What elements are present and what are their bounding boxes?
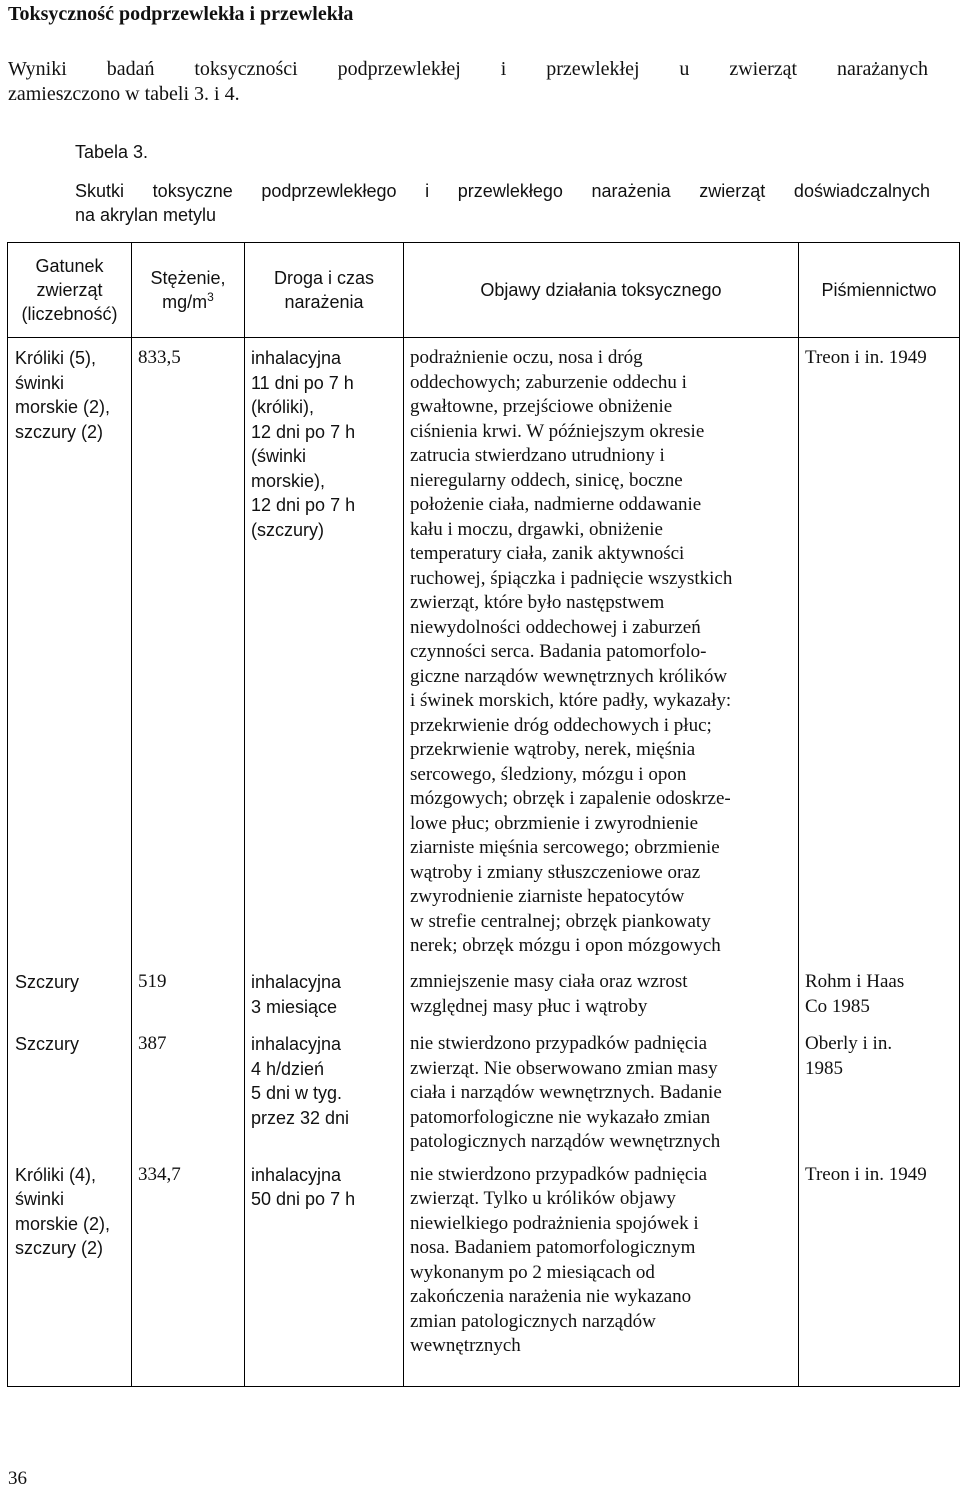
cell-route: inhalacyjna 4 h/dzień 5 dni w tyg. przez 32 dni [245, 1024, 404, 1155]
cell-route: inhalacyjna 50 dni po 7 h [245, 1155, 404, 1387]
table-header-row [8, 243, 960, 338]
cell-route: inhalacyjna 3 miesiące [245, 962, 404, 1024]
cell-concentration: 519 [132, 962, 245, 1024]
table-row [8, 338, 960, 963]
cell-references: Rohm i Haas Co 1985 [799, 962, 960, 1024]
header-species: Gatunek zwierząt (liczebność) [8, 243, 132, 338]
table-row [8, 1155, 960, 1387]
cell-effects: nie stwierdzono przypadków padnięcia zwierząt. Nie obserwowano zmian masy ciała i narządów wewnętrznych. Badanie patomorfologiczne nie wykazało zmian patologicznych narządów wewnętrznych [404, 1024, 799, 1155]
cell-references: Treon i in. 1949 [799, 1155, 960, 1387]
intro-line-1: Wyniki badań toksyczności podprzewlekłej i przewlekłej u zwierząt narażanych [8, 58, 928, 80]
intro-line-2: zamieszczono w tabeli 3. i 4. [8, 83, 240, 105]
cell-concentration: 833,5 [132, 338, 245, 963]
cell-references: Oberly i in. 1985 [799, 1024, 960, 1155]
cell-effects: zmniejszenie masy ciała oraz wzrost względnej masy płuc i wątroby [404, 962, 799, 1024]
cell-references: Treon i in. 1949 [799, 338, 960, 963]
header-effects: Objawy działania toksycznego [404, 243, 799, 338]
table-row [8, 962, 960, 1024]
cell-effects: podrażnienie oczu, nosa i dróg oddechowych; zaburzenie oddechu i gwałtowne, przejściowe obniżenie ciśnienia krwi. W późniejszym okresie zatrucia stwierdzano utrudniony i nieregularny oddech, sinicę, boczne położenie ciała, nadmierne oddawanie kału i moczu, drgawki, obniżenie temperatury ciała, zanik aktywności ruchowej, śpiączka i padnięcie wszystkich zwierząt, które było następstwem niewydolności oddechowej i zaburzeń czynności serca. Badania patomorfolo- giczne narządów wewnętrznych królików i świnek morskich, które padły, wykazały: przekrwienie dróg oddechowych i płuc; przekrwienie wątroby, nerek, mięśnia sercowego, śledziony, mózgu i opon mózgowych; obrzęk i zapalenie odoskrze- lowe płuc; obrzmienie i zwyrodnienie ziarniste mięśnia sercowego; obrzmienie wątroby i zmiany stłuszczeniowe oraz zwyrodnienie ziarniste hepatocytów w strefie centralnej; obrzęk piankowaty nerek; obrzęk mózgu i opon mózgowych [404, 338, 799, 963]
cell-route: inhalacyjna 11 dni po 7 h (króliki), 12 dni po 7 h (świnki morskie), 12 dni po 7 h (szczury) [245, 338, 404, 963]
header-route: Droga i czas narażenia [245, 243, 404, 338]
caption-line-2: na akrylan metylu [75, 205, 217, 225]
page-number: 36 [8, 1468, 27, 1489]
toxicity-table [7, 242, 960, 1387]
section-heading: Toksyczność podprzewlekła i przewlekła [8, 3, 354, 25]
table-caption [75, 179, 930, 227]
cell-species: Szczury [8, 1024, 132, 1155]
caption-line-1: Skutki toksyczne podprzewlekłego i przewlekłego narażenia zwierząt doświadczalnych [75, 181, 930, 201]
intro-paragraph [8, 57, 928, 107]
table-row [8, 1024, 960, 1155]
header-concentration: Stężenie, $mg/m^3$ [132, 243, 245, 338]
cell-species: Króliki (5), świnki morskie (2), szczury (2) [8, 338, 132, 963]
cell-species: Króliki (4), świnki morskie (2), szczury (2) [8, 1155, 132, 1387]
cell-effects: nie stwierdzono przypadków padnięcia zwierząt. Tylko u królików objawy niewielkiego podrażnienia spojówek i nosa. Badaniem patomorfologicznym wykonanym po 2 miesiącach od zakończenia narażenia nie wykazano zmian patologicznych narządów wewnętrznych [404, 1155, 799, 1387]
header-references: Piśmiennictwo [799, 243, 960, 338]
cell-concentration: 334,7 [132, 1155, 245, 1387]
cell-concentration: 387 [132, 1024, 245, 1155]
table-label: Tabela 3. [75, 142, 149, 162]
cell-species: Szczury [8, 962, 132, 1024]
